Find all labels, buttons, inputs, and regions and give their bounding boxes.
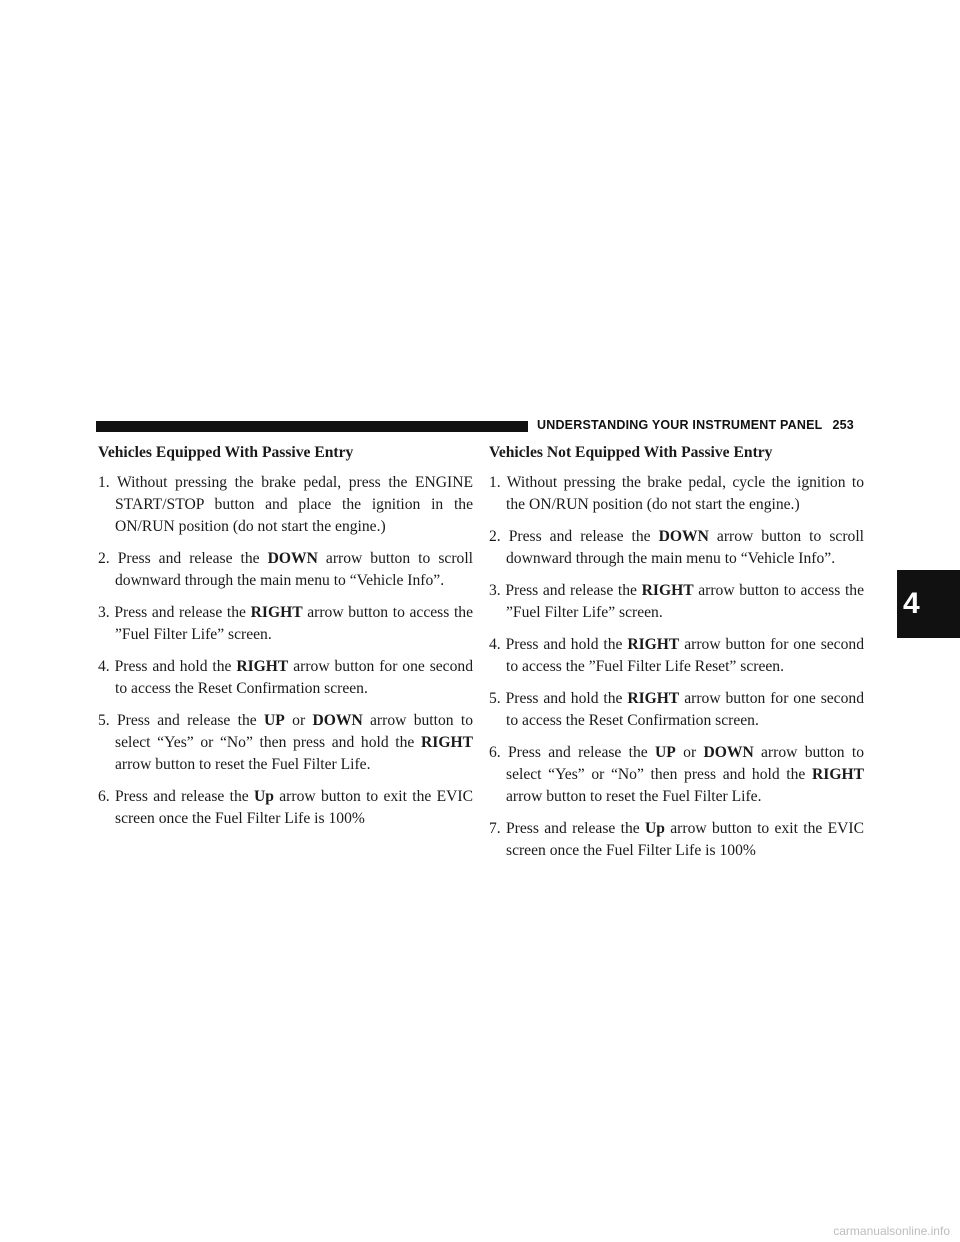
button-name: RIGHT — [812, 766, 864, 783]
step-text: 2. Press and release the — [489, 528, 659, 545]
button-name: UP — [264, 712, 285, 729]
step-text: arrow button to reset the Fuel Filter Life. — [506, 788, 762, 805]
step-text: 5. Press and release the — [98, 712, 265, 729]
list-item — [489, 526, 864, 570]
step-text: 2. Press and release the — [98, 550, 268, 567]
step-text: arrow button to scroll downward through the main menu to “Vehicle Info”. — [115, 550, 473, 589]
right-column — [489, 442, 864, 872]
chapter-number: 4 — [903, 587, 920, 620]
step-text: arrow button to scroll downward through the main menu to “Vehicle Info”. — [506, 528, 864, 567]
step-text: or — [284, 712, 313, 729]
step-text: arrow button to access the ”Fuel Filter Life” screen. — [115, 604, 473, 643]
step-list-no-passive-entry — [489, 472, 864, 862]
page-number: 253 — [832, 418, 854, 432]
button-name: Up — [254, 788, 274, 805]
running-header — [537, 418, 867, 432]
step-list-passive-entry — [98, 472, 473, 830]
watermark: carmanualsonline.info — [833, 1224, 950, 1238]
list-item — [489, 580, 864, 624]
list-item — [98, 548, 473, 592]
button-name: DOWN — [703, 744, 754, 761]
left-column — [98, 442, 473, 840]
step-text: 4. Press and hold the — [98, 658, 237, 675]
step-text: 4. Press and hold the — [489, 636, 628, 653]
button-name: RIGHT — [627, 636, 680, 653]
step-text: 7. Press and release the — [489, 820, 646, 837]
step-text: arrow button to exit the EVIC screen once the Fuel Filter Life is 100% — [115, 788, 473, 827]
button-name: DOWN — [267, 550, 318, 567]
step-text: arrow button for one second to access the Reset Confirmation screen. — [115, 658, 473, 697]
step-text: 6. Press and release the — [98, 788, 255, 805]
header-rule — [96, 421, 528, 432]
step-text: arrow button to access the ”Fuel Filter Life” screen. — [506, 582, 864, 621]
list-item — [489, 472, 864, 516]
button-name: DOWN — [658, 528, 709, 545]
section-heading-no-passive-entry: Vehicles Not Equipped With Passive Entry — [489, 444, 773, 461]
list-item — [489, 634, 864, 678]
list-item — [98, 472, 473, 538]
button-name: RIGHT — [421, 734, 473, 751]
list-item — [98, 710, 473, 776]
step-text: arrow button to reset the Fuel Filter Life. — [115, 756, 371, 773]
button-name: RIGHT — [250, 604, 303, 621]
section-heading-passive-entry: Vehicles Equipped With Passive Entry — [98, 444, 354, 461]
step-text: 6. Press and release the — [489, 744, 656, 761]
step-text: 3. Press and release the — [489, 582, 642, 599]
step-text: or — [675, 744, 704, 761]
step-text: 1. Without pressing the brake pedal, cycle the ignition to the ON/RUN position (do not start the engine.) — [489, 474, 864, 513]
button-name: Up — [645, 820, 665, 837]
step-text: arrow button to select “Yes” or “No” then press and hold the — [506, 744, 864, 783]
button-name: RIGHT — [627, 690, 680, 707]
step-text: arrow button to select “Yes” or “No” then press and hold the — [115, 712, 473, 751]
step-text: 3. Press and release the — [98, 604, 251, 621]
list-item — [98, 786, 473, 830]
list-item — [489, 818, 864, 862]
step-text: 1. Without pressing the brake pedal, press the ENGINE START/STOP button and place the ignition in the ON/RUN position (do not start the engine.) — [98, 474, 473, 535]
button-name: RIGHT — [641, 582, 694, 599]
list-item — [98, 602, 473, 646]
list-item — [489, 742, 864, 808]
step-text: arrow button for one second to access the Reset Confirmation screen. — [506, 690, 864, 729]
step-text: arrow button to exit the EVIC screen once the Fuel Filter Life is 100% — [506, 820, 864, 859]
chapter-tab — [897, 570, 960, 638]
button-name: DOWN — [312, 712, 363, 729]
list-item — [98, 656, 473, 700]
step-text: arrow button for one second to access the ”Fuel Filter Life Reset” screen. — [506, 636, 864, 675]
step-text: 5. Press and hold the — [489, 690, 628, 707]
button-name: UP — [655, 744, 676, 761]
button-name: RIGHT — [236, 658, 289, 675]
list-item — [489, 688, 864, 732]
section-title: UNDERSTANDING YOUR INSTRUMENT PANEL — [537, 418, 823, 432]
